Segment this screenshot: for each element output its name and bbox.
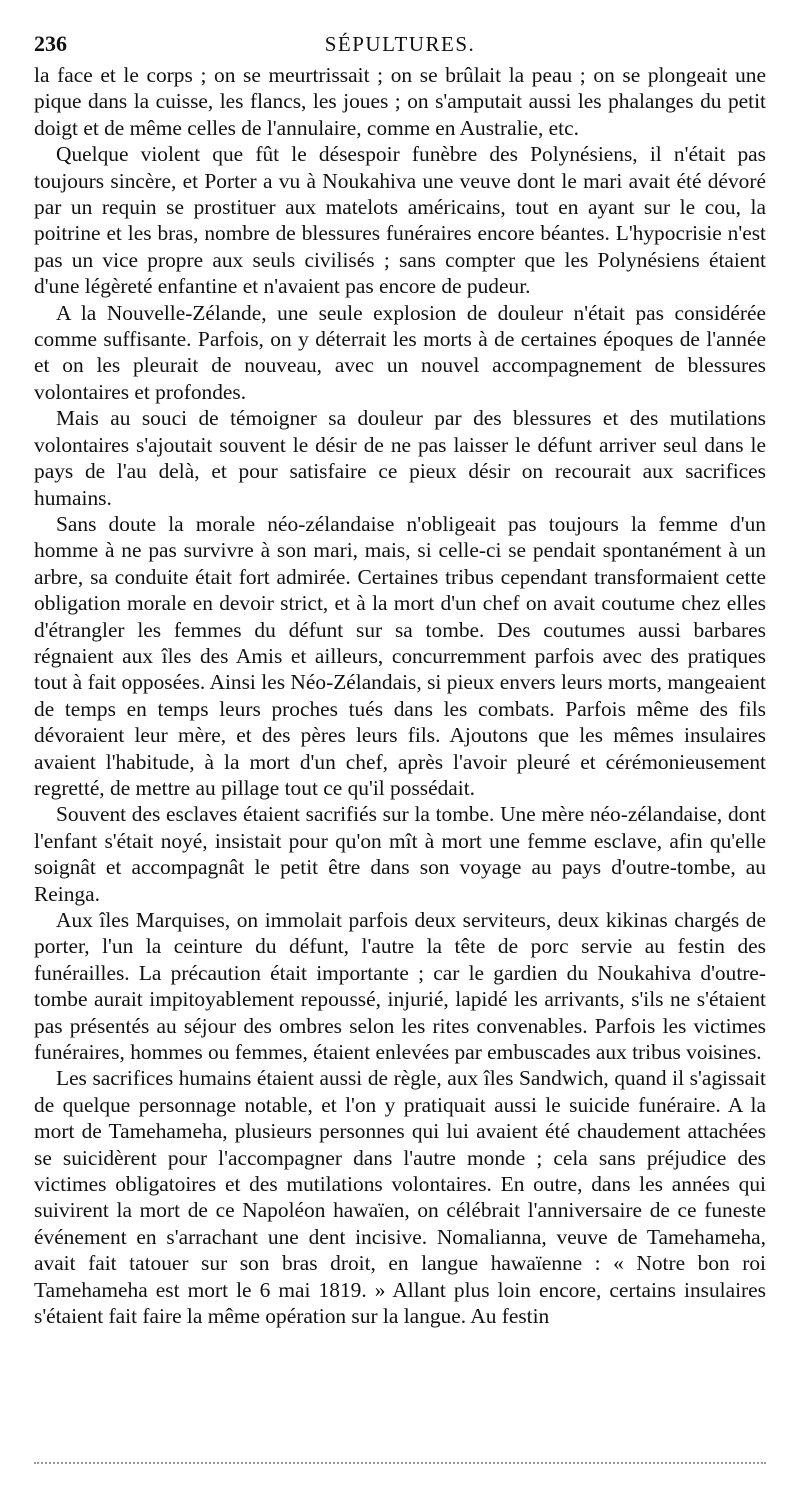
paragraph-continued: la face et le corps ; on se meurtrissait ; on se brûlait la peau ; on se plongeait une pique dans la cuisse, les flancs, les joues ; on s'amputait aussi les phalanges du petit doigt et de même celles de l'annulaire, comme en Australie, etc.: [34, 63, 766, 140]
paragraph: Sans doute la morale néo-zélandaise n'obligeait pas toujours la femme d'un homme à ne pas survivre à son mari, mais, si celle-ci se pendait spontanément à un arbre, sa conduite était fort admirée. Certaines tribus cependant transformaient cette obligation morale en devoir strict, et à la mort d'un chef on avait coutume chez elles d'étrangler les femmes du défunt sur sa tombe. Des coutumes aussi barbares régnaient aux îles des Amis et ailleurs, concurremment parfois avec des pratiques tout à fait opposées. Ainsi les Néo-Zélandais, si pieux envers leurs morts, mangeaient de temps en temps leurs proches tués dans les combats. Parfois même des fils dévoraient leur mère, et des pères leurs fils. Ajoutons que les mêmes insulaires avaient l'habitude, à la mort d'un chef, après l'avoir pleuré et cérémonieusement regretté, de mettre au pillage tout ce qu'il possédait.: [34, 511, 766, 800]
page-header: [34, 28, 766, 60]
book-page: [34, 28, 766, 1330]
paragraph: Souvent des esclaves étaient sacrifiés sur la tombe. Une mère néo-zélandaise, dont l'enfant s'était noyé, insistait pour qu'on mît à mort une femme esclave, afin qu'elle soignât et accompagnât le petit être dans son voyage au pays d'outre-tombe, au Reinga.: [34, 802, 766, 906]
footer-divider: [34, 1462, 766, 1464]
body-text: [34, 62, 766, 1330]
paragraph: A la Nouvelle-Zélande, une seule explosion de douleur n'était pas considérée comme suffisante. Parfois, on y déterrait les morts à de certaines époques de l'année et on les pleurait de nouveau, avec un nouvel accompagnement de blessures volontaires et profondes.: [34, 300, 766, 404]
paragraph: Aux îles Marquises, on immolait parfois deux serviteurs, deux kikinas chargés de porter, l'un la ceinture du défunt, l'autre la tête de porc servie au festin des funérailles. La précaution était importante ; car le gardien du Noukahiva d'outre-tombe aurait impitoyablement repoussé, injurié, lapidé les arrivants, s'ils ne s'étaient pas présentés au séjour des ombres selon les rites convenables. Parfois les victimes funéraires, hommes ou femmes, étaient enlevées par embuscades aux tribus voisines.: [34, 908, 766, 1065]
page-number: 236: [34, 31, 67, 56]
paragraph: Les sacrifices humains étaient aussi de règle, aux îles Sandwich, quand il s'agissait de quelque personnage notable, et l'on y pratiquait aussi le suicide funéraire. A la mort de Tamehameha, plusieurs personnes qui lui avaient été chaudement attachées se suicidèrent pour l'accompagner dans l'autre monde ; cela sans préjudice des victimes obligatoires et des mutilations volontaires. En outre, dans les années qui suivirent la mort de ce Napoléon hawaïen, on célébrait l'anniversaire de ce funeste événement en s'arrachant une dent incisive. Nomalianna, veuve de Tamehameha, avait fait tatouer sur son bras droit, en langue hawaïenne : « Notre bon roi Tamehameha est mort le 6 mai 1819. » Allant plus loin encore, certains insulaires s'étaient fait faire la même opération sur la langue. Au festin: [34, 1066, 766, 1329]
running-title: SÉPULTURES.: [324, 32, 476, 56]
paragraph: Quelque violent que fût le désespoir funèbre des Polynésiens, il n'était pas toujours sincère, et Porter a vu à Noukahiva une veuve dont le mari avait été dévoré par un requin se prostituer aux matelots américains, tout en ayant sur le cou, la poitrine et les bras, nombre de blessures funéraires encore béantes. L'hypocrisie n'est pas un vice propre aux seuls civilisés ; sans compter que les Polynésiens étaient d'une légèreté enfantine et n'avaient pas encore de pudeur.: [34, 142, 766, 299]
paragraph: Mais au souci de témoigner sa douleur par des blessures et des mutilations volontaires s'ajoutait souvent le désir de ne pas laisser le défunt arriver seul dans le pays de l'au delà, et pour satisfaire ce pieux désir on recourait aux sacrifices humains.: [34, 406, 766, 510]
